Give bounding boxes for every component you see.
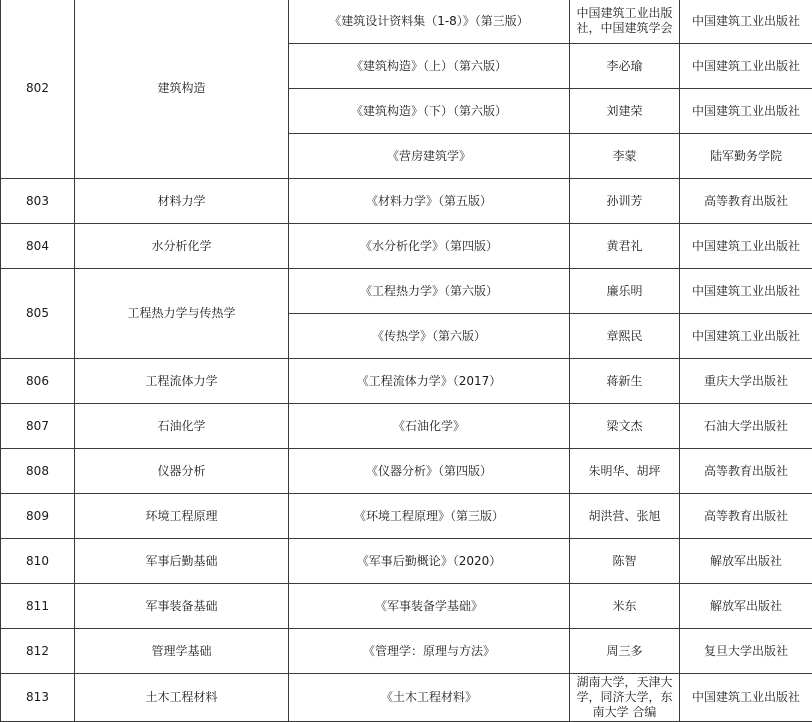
book-publisher: 中国建筑工业出版社 (680, 224, 812, 269)
book-author: 章熙民 (570, 314, 680, 359)
subject-code: 811 (1, 584, 75, 629)
book-title: 《环境工程原理》（第三版） (289, 494, 570, 539)
book-publisher: 陆军勤务学院 (680, 134, 812, 179)
table-row (1, 404, 812, 449)
book-title: 《管理学：原理与方法》 (289, 629, 570, 674)
subject-code: 807 (1, 404, 75, 449)
subject-code: 802 (1, 0, 75, 179)
table-row (1, 494, 812, 539)
subject-name: 军事后勤基础 (75, 539, 289, 584)
subject-name: 军事装备基础 (75, 584, 289, 629)
book-author: 周三多 (570, 629, 680, 674)
table-row (1, 449, 812, 494)
book-publisher: 高等教育出版社 (680, 449, 812, 494)
book-author: 朱明华、胡坪 (570, 449, 680, 494)
book-author: 陈智 (570, 539, 680, 584)
book-publisher: 中国建筑工业出版社 (680, 0, 812, 44)
book-title: 《建筑设计资料集（1-8）》（第三版） (289, 0, 570, 44)
table-row (1, 224, 812, 269)
table-row (1, 584, 812, 629)
book-title: 《军事后勤概论》（2020） (289, 539, 570, 584)
subject-code: 808 (1, 449, 75, 494)
table-row (1, 629, 812, 674)
table-row (1, 359, 812, 404)
subject-name: 建筑构造 (75, 0, 289, 179)
subject-name: 工程热力学与传热学 (75, 269, 289, 359)
subject-code: 803 (1, 179, 75, 224)
subject-code: 810 (1, 539, 75, 584)
table-row (1, 0, 812, 44)
book-author: 胡洪营、张旭 (570, 494, 680, 539)
book-author: 蒋新生 (570, 359, 680, 404)
subject-code: 804 (1, 224, 75, 269)
subject-code: 812 (1, 629, 75, 674)
book-publisher: 石油大学出版社 (680, 404, 812, 449)
book-author: 孙训芳 (570, 179, 680, 224)
book-title: 《石油化学》 (289, 404, 570, 449)
book-publisher: 中国建筑工业出版社 (680, 44, 812, 89)
subject-code: 809 (1, 494, 75, 539)
book-title: 《水分析化学》（第四版） (289, 224, 570, 269)
book-publisher: 高等教育出版社 (680, 179, 812, 224)
book-publisher: 重庆大学出版社 (680, 359, 812, 404)
subject-name: 工程流体力学 (75, 359, 289, 404)
book-author: 李蒙 (570, 134, 680, 179)
book-publisher: 解放军出版社 (680, 584, 812, 629)
book-publisher: 中国建筑工业出版社 (680, 269, 812, 314)
book-publisher: 解放军出版社 (680, 539, 812, 584)
book-author: 湖南大学，天津大学，同济大学，东南大学 合编 (570, 674, 680, 722)
book-title: 《工程热力学》（第六版） (289, 269, 570, 314)
subject-name: 仪器分析 (75, 449, 289, 494)
subject-name: 材料力学 (75, 179, 289, 224)
book-publisher: 中国建筑工业出版社 (680, 89, 812, 134)
subject-name: 环境工程原理 (75, 494, 289, 539)
subject-name: 石油化学 (75, 404, 289, 449)
book-title: 《土木工程材料》 (289, 674, 570, 722)
table-row (1, 539, 812, 584)
book-author: 梁文杰 (570, 404, 680, 449)
table-row (1, 269, 812, 314)
book-title: 《传热学》（第六版） (289, 314, 570, 359)
book-publisher: 中国建筑工业出版社 (680, 314, 812, 359)
book-title: 《建筑构造》（上）（第六版） (289, 44, 570, 89)
subject-name: 管理学基础 (75, 629, 289, 674)
book-title: 《军事装备学基础》 (289, 584, 570, 629)
book-author: 黄君礼 (570, 224, 680, 269)
book-title: 《材料力学》（第五版） (289, 179, 570, 224)
book-title: 《营房建筑学》 (289, 134, 570, 179)
book-author: 米东 (570, 584, 680, 629)
subject-code: 805 (1, 269, 75, 359)
book-author: 刘建荣 (570, 89, 680, 134)
book-title: 《仪器分析》（第四版） (289, 449, 570, 494)
book-author: 李必瑜 (570, 44, 680, 89)
book-publisher: 复旦大学出版社 (680, 629, 812, 674)
subject-code: 806 (1, 359, 75, 404)
book-author: 中国建筑工业出版社，中国建筑学会 (570, 0, 680, 44)
book-title: 《建筑构造》（下）（第六版） (289, 89, 570, 134)
book-title: 《工程流体力学》（2017） (289, 359, 570, 404)
table-row (1, 674, 812, 722)
table-row (1, 179, 812, 224)
subject-code: 813 (1, 674, 75, 722)
subject-name: 土木工程材料 (75, 674, 289, 722)
book-publisher: 高等教育出版社 (680, 494, 812, 539)
book-publisher: 中国建筑工业出版社 (680, 674, 812, 722)
book-author: 廉乐明 (570, 269, 680, 314)
subject-name: 水分析化学 (75, 224, 289, 269)
